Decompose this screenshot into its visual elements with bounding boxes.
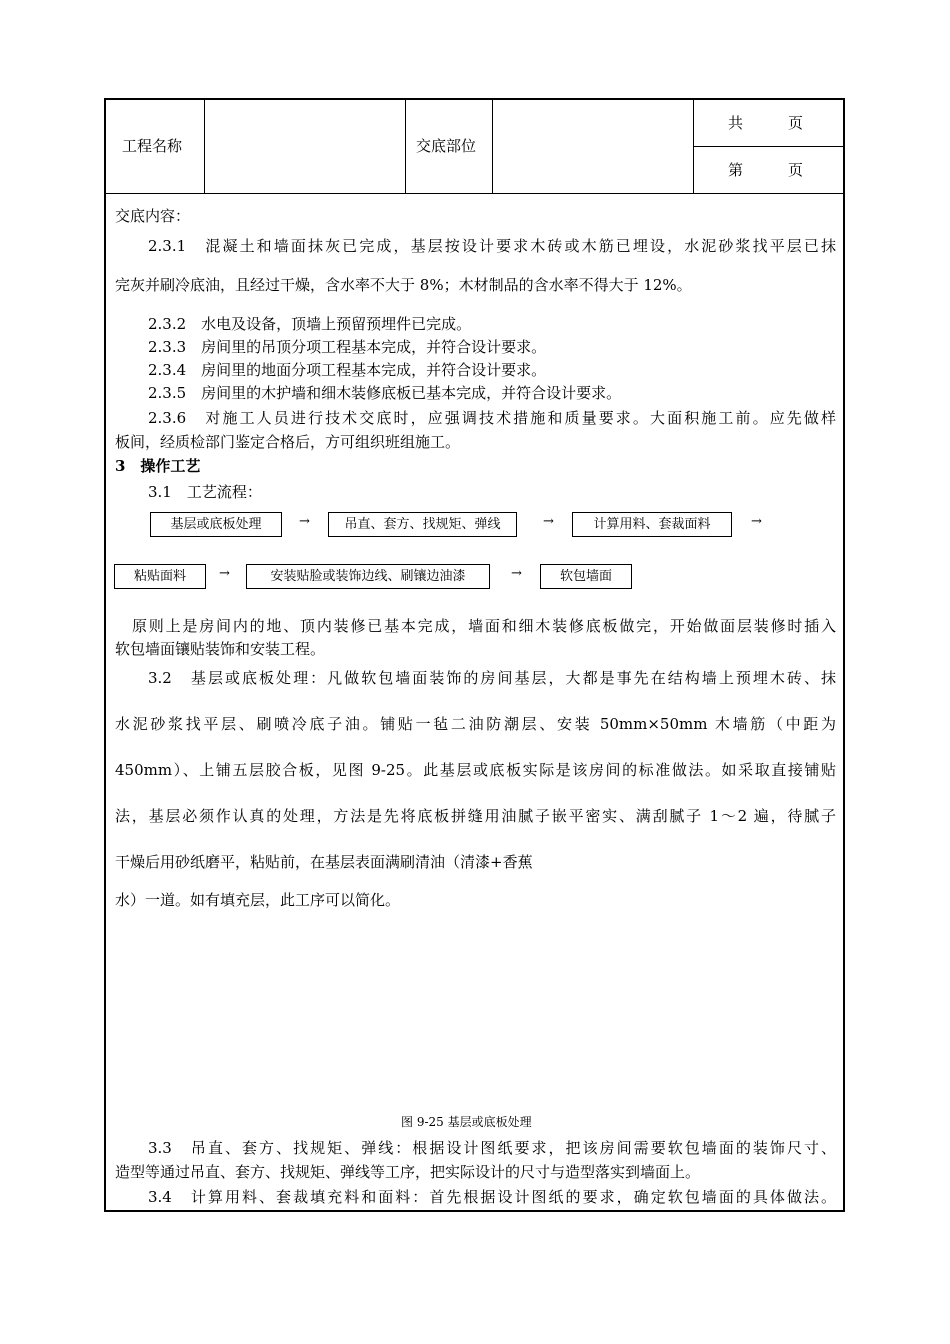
paragraph-2-3-5: 2.3.5 房间里的木护墙和细木装修底板已基本完成，并符合设计要求。 bbox=[148, 384, 622, 402]
paragraph-3-2-line6: 水）一道。如有填充层，此工序可以简化。 bbox=[115, 891, 401, 909]
flow-arrow: → bbox=[543, 514, 554, 529]
paragraph-3-1: 3.1 工艺流程： bbox=[148, 483, 262, 501]
section-3-heading: 3 操作工艺 bbox=[115, 457, 201, 475]
paragraph-2-3-1-cont: 完灰并刷冷底油，且经过干燥，含水率不大于 8%；木材制品的含水率不得大于 12%。 bbox=[115, 276, 692, 294]
flow-arrow: → bbox=[511, 566, 522, 581]
flow-step-plumb-square: 吊直、套方、找规矩、弹线 bbox=[328, 512, 517, 537]
intro-label: 交底内容： bbox=[115, 207, 191, 225]
paragraph-2-3-6-cont: 板间，经质检部门鉴定合格后，方可组织班组施工。 bbox=[115, 433, 461, 451]
form-header bbox=[106, 100, 843, 194]
paragraph-2-3-4: 2.3.4 房间里的地面分项工程基本完成，并符合设计要求。 bbox=[148, 361, 547, 379]
paragraph-2-3-3: 2.3.3 房间里的吊顶分项工程基本完成，并符合设计要求。 bbox=[148, 338, 547, 356]
divider bbox=[204, 100, 205, 193]
flow-step-base-treatment: 基层或底板处理 bbox=[150, 512, 282, 537]
paragraph-3-2-line5: 干燥后用砂纸磨平，粘贴前，在基层表面满刷清油（清漆+香蕉 bbox=[115, 853, 533, 871]
paragraph-2-3-2: 2.3.2 水电及设备，顶墙上预留预埋件已完成。 bbox=[148, 315, 472, 333]
principle-paragraph: 原则上是房间内的地、顶内装修已基本完成，墙面和细木装修底板做完，开始做面层装修时插入 bbox=[132, 617, 836, 635]
flow-arrow: → bbox=[299, 514, 310, 529]
paragraph-3-3: 3.3 吊直、套方、找规矩、弹线：根据设计图纸要求，把该房间需要软包墙面的装饰尺寸、 bbox=[148, 1139, 836, 1157]
flow-step-install-trim: 安装贴脸或装饰边线、刷镶边油漆 bbox=[246, 564, 490, 589]
project-name-label: 工程名称 bbox=[122, 137, 183, 155]
paragraph-3-2-line4: 法，基层必须作认真的处理，方法是先将底板拼缝用油腻子嵌平密实、满刮腻子 1～2 遍，待腻子 bbox=[115, 807, 836, 825]
paragraph-3-4: 3.4 计算用料、套裁填充料和面料：首先根据设计图纸的要求，确定软包墙面的具体做法。 bbox=[148, 1188, 836, 1206]
page-number: 第 页 bbox=[728, 161, 804, 179]
paragraph-3-2: 3.2 基层或底板处理：凡做软包墙面装饰的房间基层，大都是事先在结构墙上预埋木砖、抹 bbox=[148, 669, 836, 687]
flow-arrow: → bbox=[751, 514, 762, 529]
principle-paragraph-cont: 软包墙面镶贴装饰和安装工程。 bbox=[115, 640, 326, 658]
flow-arrow: → bbox=[219, 566, 230, 581]
flow-step-calc-material: 计算用料、套裁面料 bbox=[572, 512, 732, 537]
divider bbox=[405, 100, 406, 193]
divider bbox=[694, 146, 843, 147]
paragraph-3-2-line2: 水泥砂浆找平层、刷喷冷底子油。铺贴一毡二油防潮层、安装 50mm×50mm 木墙筋（中距为 bbox=[115, 715, 836, 733]
location-label: 交底部位 bbox=[416, 137, 477, 155]
paragraph-2-3-1: 2.3.1 混凝土和墙面抹灰已完成，基层按设计要求木砖或木筋已埋设，水泥砂浆找平层已抹 bbox=[148, 237, 836, 255]
paragraph-3-3-cont: 造型等通过吊直、套方、找规矩、弹线等工序，把实际设计的尺寸与造型落实到墙面上。 bbox=[115, 1163, 701, 1181]
disclosure-content bbox=[106, 193, 843, 1210]
divider bbox=[492, 100, 493, 193]
paragraph-2-3-6: 2.3.6 对施工人员进行技术交底时，应强调技术措施和质量要求。大面积施工前。应先做样 bbox=[148, 409, 836, 427]
figure-caption: 图 9-25 基层或底板处理 bbox=[401, 1115, 532, 1129]
flow-step-soft-wall: 软包墙面 bbox=[540, 564, 632, 589]
disclosure-form bbox=[104, 98, 845, 1212]
paragraph-3-2-line3: 450mm）、上铺五层胶合板，见图 9-25。此基层或底板实际是该房间的标准做法。如采取直接铺贴 bbox=[115, 761, 836, 779]
total-pages: 共 页 bbox=[728, 114, 804, 132]
flow-step-paste-fabric: 粘贴面料 bbox=[114, 564, 206, 589]
